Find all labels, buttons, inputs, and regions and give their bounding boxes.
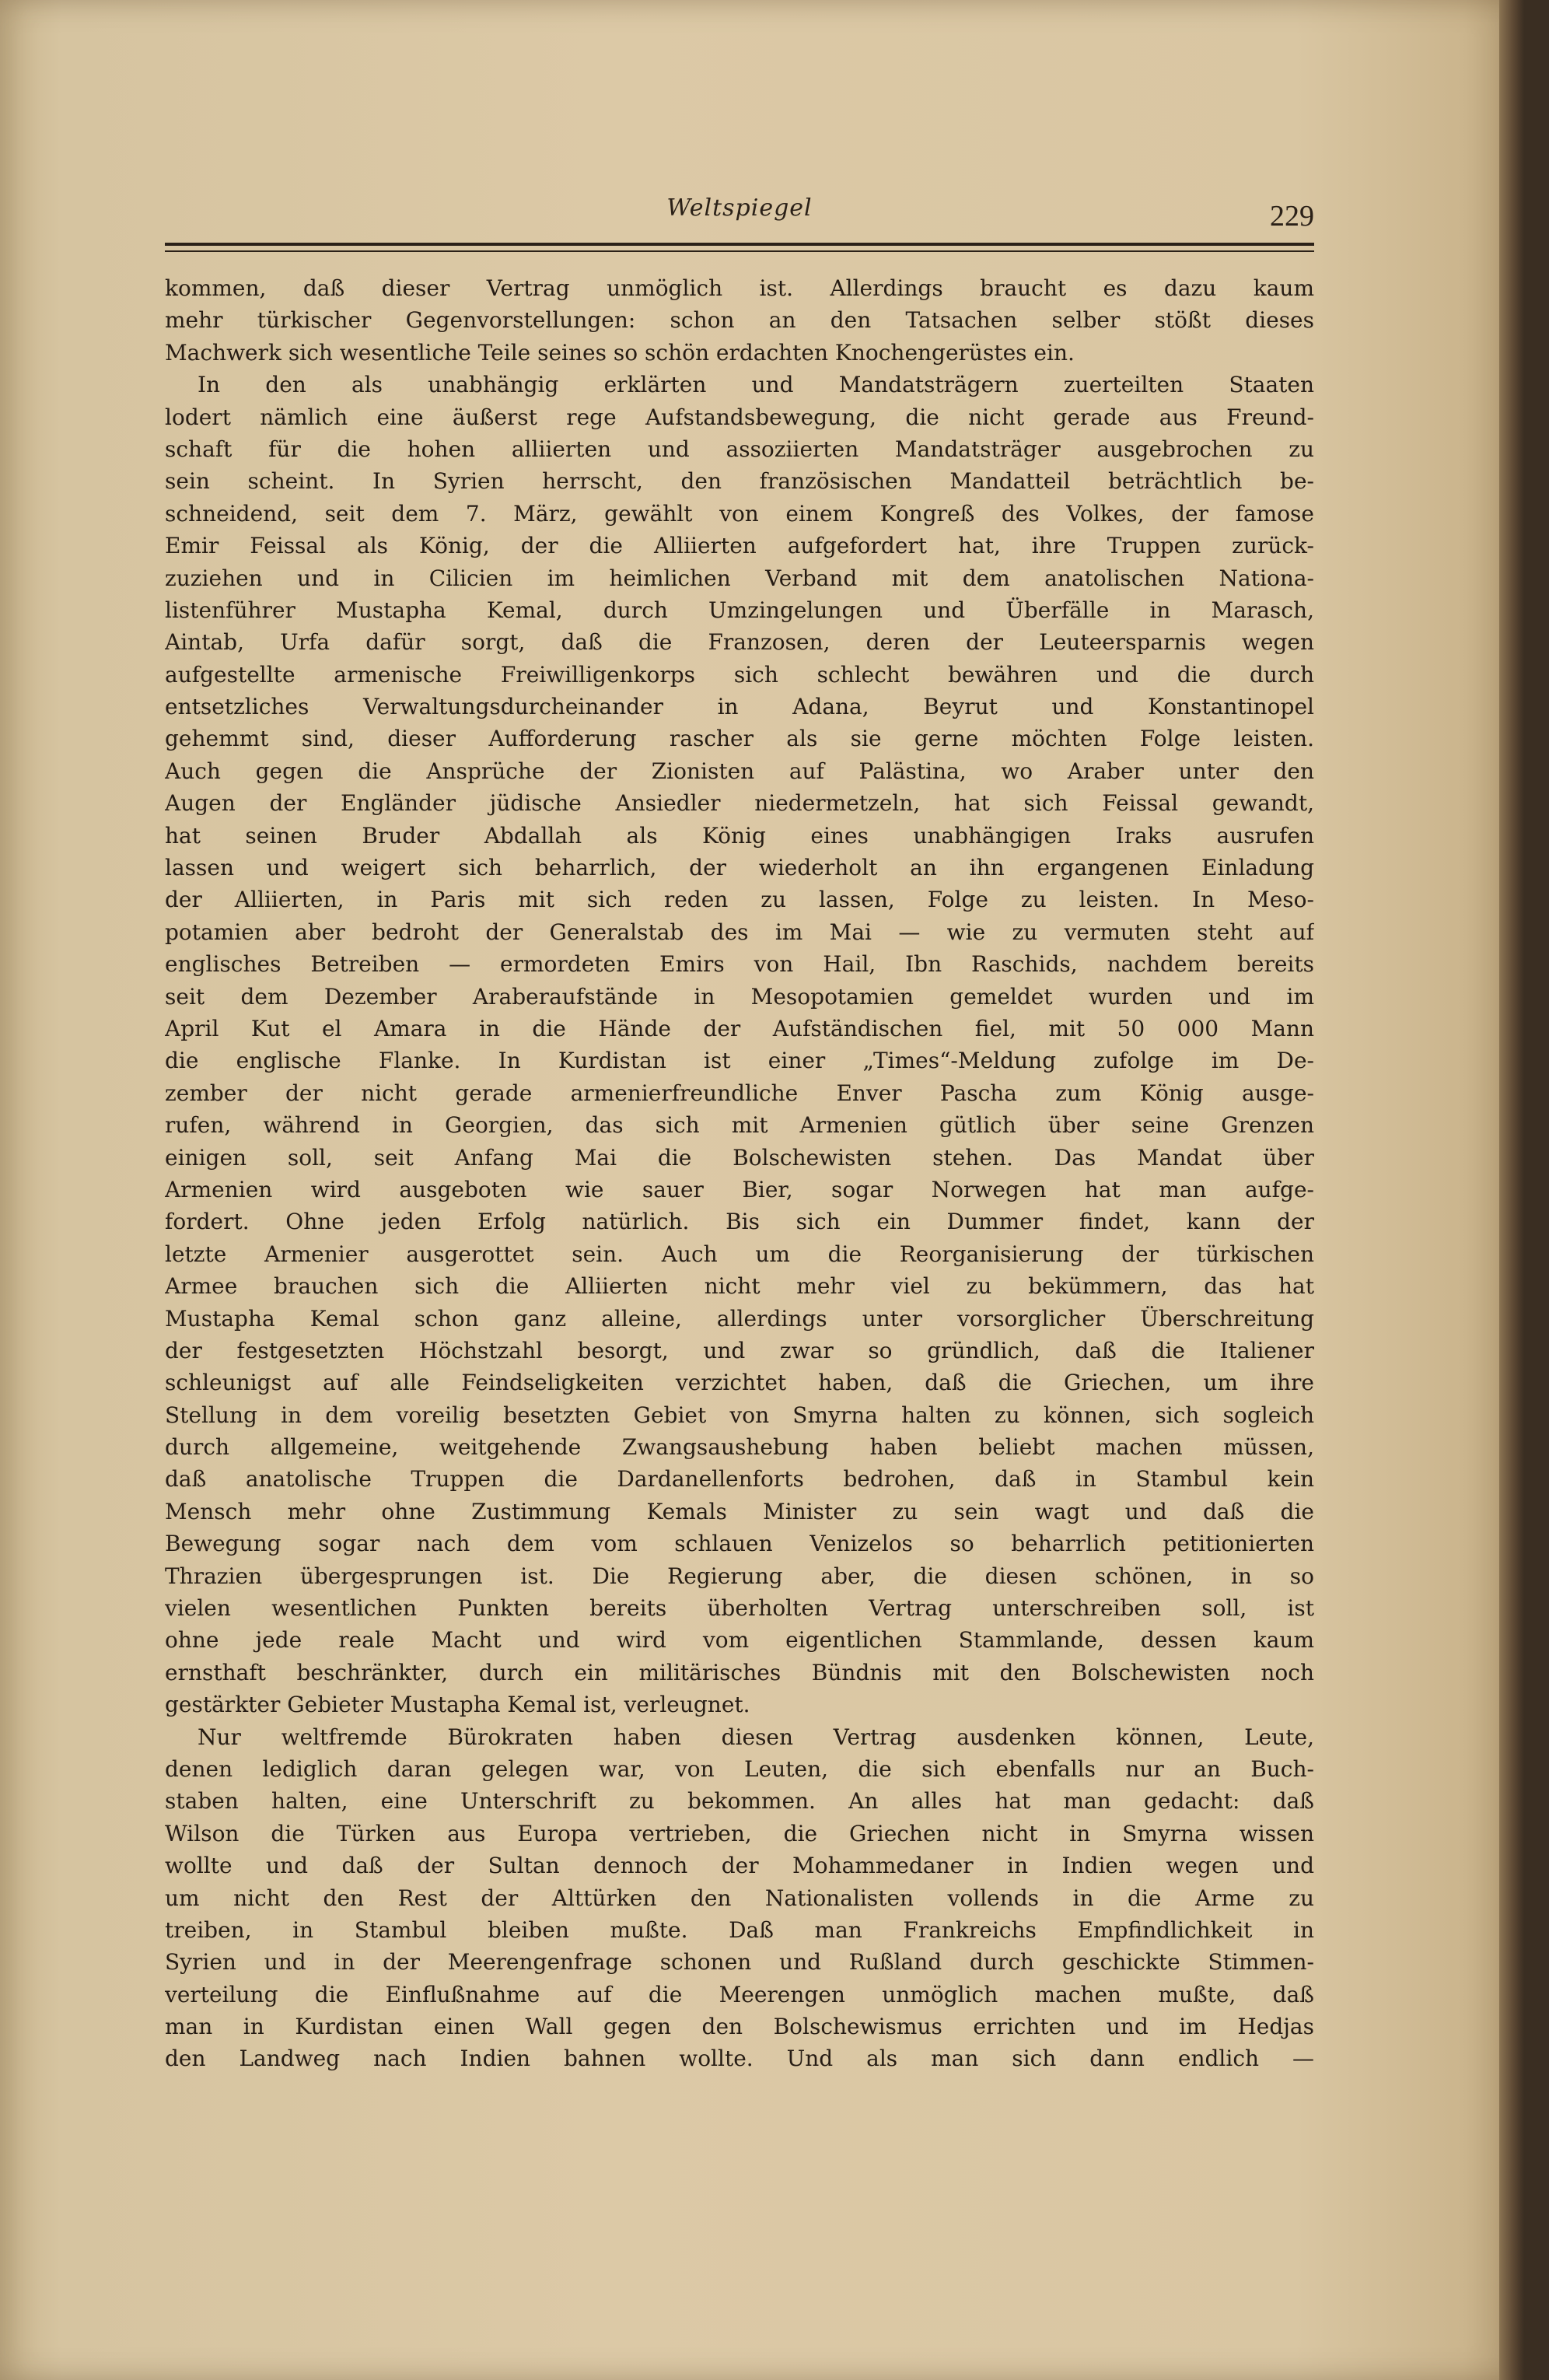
- text-line: mehr türkischer Gegenvorstellungen: schon an den Tatsachen selber stößt dieses: [165, 307, 1314, 334]
- text-line: listenführer Mustapha Kemal, durch Umzingelungen und Überfälle in Marasch,: [165, 597, 1314, 623]
- text-line: Syrien und in der Meerengenfrage schonen und Rußland durch geschickte Stimmen-: [165, 1949, 1314, 1976]
- text-line: staben halten, eine Unterschrift zu bekommen. An alles hat man gedacht: daß: [165, 1788, 1314, 1815]
- text-line: lassen und weigert sich beharrlich, der wiederholt an ihn ergangenen Einladung: [165, 855, 1314, 881]
- text-line: einigen soll, seit Anfang Mai die Bolschewisten stehen. Das Mandat über: [165, 1144, 1314, 1171]
- text-line: potamien aber bedroht der Generalstab des im Mai — wie zu vermuten steht auf: [165, 919, 1314, 945]
- page-edge: [1499, 0, 1524, 2380]
- text-line: aufgestellte armenische Freiwilligenkorps sich schlecht bewähren und die durch: [165, 661, 1314, 688]
- running-title: Weltspiegel: [666, 194, 813, 222]
- text-line: lodert nämlich eine äußerst rege Aufstandsbewegung, die nicht gerade aus Freund-: [165, 404, 1314, 430]
- text-line: zuziehen und in Cilicien im heimlichen Verband mit dem anatolischen Nationa-: [165, 565, 1314, 591]
- text-line: daß anatolische Truppen die Dardanellenforts bedrohen, daß in Stambul kein: [165, 1466, 1314, 1493]
- text-line: schneidend, seit dem 7. März, gewählt von einem Kongreß des Volkes, der famose: [165, 500, 1314, 527]
- text-line: schaft für die hohen alliierten und assoziierten Mandatsträger ausgebrochen zu: [165, 436, 1314, 462]
- text-line: denen lediglich daran gelegen war, von Leuten, die sich ebenfalls nur an Buch-: [165, 1755, 1314, 1782]
- text-line: vielen wesentlichen Punkten bereits überholten Vertrag unterschreiben soll, ist: [165, 1595, 1314, 1622]
- text-line: schleunigst auf alle Feindseligkeiten verzichtet haben, daß die Griechen, um ihre: [165, 1370, 1314, 1396]
- text-line: kommen, daß dieser Vertrag unmöglich ist. Allerdings braucht es dazu kaum: [165, 275, 1314, 301]
- text-line: Armenien wird ausgeboten wie sauer Bier, sogar Norwegen hat man aufge-: [165, 1176, 1314, 1202]
- text-line: Stellung in dem voreilig besetzten Gebiet von Smyrna halten zu können, sich sogleich: [165, 1402, 1314, 1428]
- text-line: um nicht den Rest der Alttürken den Nationalisten vollends in die Arme zu: [165, 1885, 1314, 1911]
- text-line: zember der nicht gerade armenierfreundliche Enver Pascha zum König ausge-: [165, 1080, 1314, 1106]
- text-line: Auch gegen die Ansprüche der Zionisten auf Palästina, wo Araber unter den: [165, 758, 1314, 784]
- body-text: [165, 272, 1314, 2075]
- text-line: sein scheint. In Syrien herrscht, den französischen Mandatteil beträchtlich be-: [165, 468, 1314, 495]
- text-line: ernsthaft beschränkter, durch ein militärisches Bündnis mit den Bolschewisten noch: [165, 1659, 1314, 1685]
- page-header: [165, 194, 1314, 243]
- text-line: Mustapha Kemal schon ganz alleine, allerdings unter vorsorglicher Überschreitung: [165, 1305, 1314, 1332]
- text-line: der Alliierten, in Paris mit sich reden zu lassen, Folge zu leisten. In Meso-: [165, 887, 1314, 913]
- text-line: ohne jede reale Macht und wird vom eigentlichen Stammlande, dessen kaum: [165, 1627, 1314, 1654]
- text-line: entsetzliches Verwaltungsdurcheinander in Adana, Beyrut und Konstantinopel: [165, 694, 1314, 720]
- text-line: Emir Feissal als König, der die Alliierten aufgefordert hat, ihre Truppen zurück-: [165, 533, 1314, 559]
- text-line: Augen der Engländer jüdische Ansiedler niedermetzeln, hat sich Feissal gewandt,: [165, 790, 1314, 817]
- page-number: 229: [1270, 200, 1314, 233]
- text-line: Mensch mehr ohne Zustimmung Kemals Minister zu sein wagt und daß die: [165, 1498, 1314, 1524]
- text-line: man in Kurdistan einen Wall gegen den Bolschewismus errichten und im Hedjas: [165, 2014, 1314, 2040]
- text-line: Armee brauchen sich die Alliierten nicht mehr viel zu bekümmern, das hat: [165, 1273, 1314, 1300]
- text-line: Thrazien übergesprungen ist. Die Regierung aber, die diesen schönen, in so: [165, 1563, 1314, 1589]
- text-line: rufen, während in Georgien, das sich mit Armenien gütlich über seine Grenzen: [165, 1112, 1314, 1139]
- text-line: gehemmt sind, dieser Aufforderung rascher als sie gerne möchten Folge leisten.: [165, 726, 1314, 752]
- header-rule-thick: [165, 243, 1314, 246]
- text-line: seit dem Dezember Araberaufstände in Mesopotamien gemeldet wurden und im: [165, 983, 1314, 1010]
- header-rule-thin: [165, 250, 1314, 252]
- text-line: Machwerk sich wesentliche Teile seines so schön erdachten Knochengerüstes ein.: [165, 339, 1075, 366]
- text-line: Bewegung sogar nach dem vom schlauen Venizelos so beharrlich petitionierten: [165, 1531, 1314, 1557]
- text-line: die englische Flanke. In Kurdistan ist einer „Times“-Meldung zufolge im De-: [165, 1048, 1314, 1074]
- text-line: Aintab, Urfa dafür sorgt, daß die Franzosen, deren der Leuteersparnis wegen: [165, 629, 1314, 656]
- text-line: englisches Betreiben — ermordeten Emirs von Hail, Ibn Raschids, nachdem bereits: [165, 951, 1314, 978]
- text-line: durch allgemeine, weitgehende Zwangsaushebung haben beliebt machen müssen,: [165, 1434, 1314, 1461]
- text-line: den Landweg nach Indien bahnen wollte. Und als man sich dann endlich —: [165, 2046, 1314, 2072]
- text-line: treiben, in Stambul bleiben mußte. Daß man Frankreichs Empfindlichkeit in: [165, 1916, 1314, 1943]
- text-line: gestärkter Gebieter Mustapha Kemal ist, verleugnet.: [165, 1692, 750, 1718]
- text-line: Nur weltfremde Bürokraten haben diesen Vertrag ausdenken können, Leute,: [198, 1724, 1314, 1750]
- text-line: April Kut el Amara in die Hände der Aufständischen fiel, mit 50 000 Mann: [165, 1015, 1314, 1041]
- text-line: letzte Armenier ausgerottet sein. Auch um die Reorganisierung der türkischen: [165, 1241, 1314, 1267]
- text-line: hat seinen Bruder Abdallah als König eines unabhängigen Iraks ausrufen: [165, 822, 1314, 849]
- text-line: wollte und daß der Sultan dennoch der Mohammedaner in Indien wegen und: [165, 1853, 1314, 1879]
- text-line: Wilson die Türken aus Europa vertrieben, die Griechen nicht in Smyrna wissen: [165, 1820, 1314, 1846]
- text-line: In den als unabhängig erklärten und Mandatsträgern zuerteilten Staaten: [198, 372, 1314, 398]
- text-line: der festgesetzten Höchstzahl besorgt, und zwar so gründlich, daß die Italiener: [165, 1337, 1314, 1363]
- text-line: verteilung die Einflußnahme auf die Meerengen unmöglich machen mußte, daß: [165, 1981, 1314, 2007]
- text-line: fordert. Ohne jeden Erfolg natürlich. Bis sich ein Dummer findet, kann der: [165, 1209, 1314, 1235]
